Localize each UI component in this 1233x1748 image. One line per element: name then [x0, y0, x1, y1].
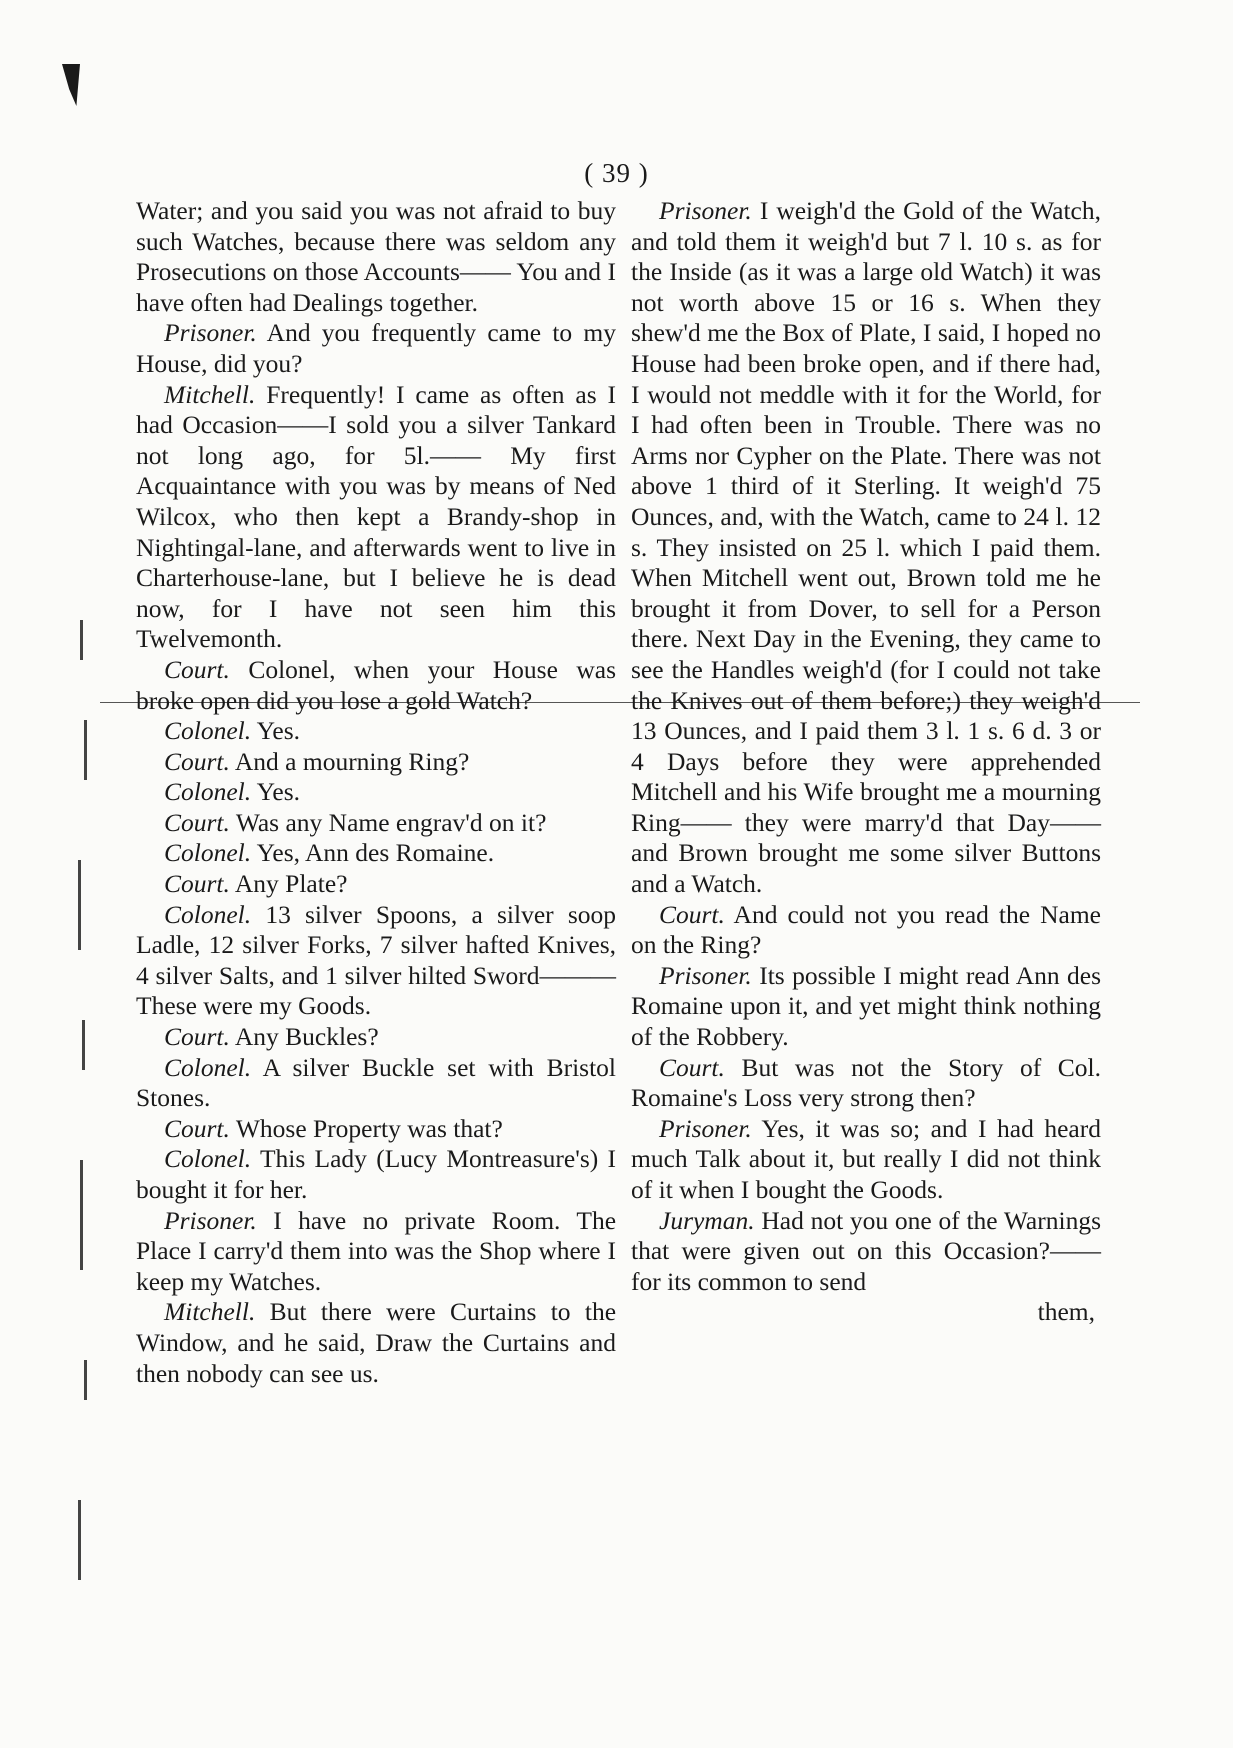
speech-text: And you frequently came to my House, did you?	[136, 318, 617, 378]
speech-text: Any Plate?	[234, 869, 348, 899]
speech-text: Colonel, when your House was broke open did you lose a gold Watch?	[136, 654, 616, 715]
speech-text: But there were Curtains to the Window, and he said, Draw the Curtains and then nobody can see us.	[136, 1297, 617, 1388]
paragraph	[136, 380, 616, 655]
speaker-name: Court.	[164, 869, 230, 899]
speech-text: Yes, Ann des Romaine.	[256, 838, 495, 868]
speech-text: Any Buckles?	[234, 1022, 379, 1052]
speech-text: Its possible I might read Ann des Romaine upon it, and yet might think nothing of the Robbery.	[631, 960, 1101, 1052]
paragraph	[136, 1206, 616, 1298]
speaker-name: Prisoner.	[164, 1205, 257, 1235]
speaker-name: Colonel.	[164, 838, 252, 868]
speech-text: Yes, it was so; and I had heard much Talk about it, but really I did not think of it when I bought the Goods.	[631, 1113, 1101, 1204]
paragraph	[136, 777, 616, 808]
speech-text: 13 silver Spoons, a silver soop Ladle, 12 silver Forks, 7 silver hafted Knives, 4 silver Salts, and 1 silver hilted Sword——— These were my Goods.	[136, 899, 617, 1021]
paragraph	[136, 318, 616, 379]
speech-text: Was any Name engrav'd on it?	[235, 807, 547, 837]
paragraph	[631, 196, 1101, 900]
speech-text: This Lady (Lucy Montreasure's) I bought it for her.	[136, 1144, 616, 1204]
speaker-name: Court.	[659, 1052, 725, 1082]
catchword: them,	[1037, 1297, 1095, 1327]
binding-mark	[62, 64, 80, 106]
paragraph	[136, 747, 616, 778]
speaker-name: Juryman.	[659, 1205, 755, 1235]
paragraph	[136, 655, 616, 716]
edge-marks	[58, 600, 98, 1700]
speech-text: And could not you read the Name on the Ring?	[631, 899, 1101, 960]
paragraph	[631, 900, 1101, 961]
paragraph	[136, 808, 616, 839]
speech-text: But was not the Story of Col. Romaine's Loss very strong then?	[631, 1052, 1101, 1113]
speaker-name: Prisoner.	[659, 1113, 752, 1143]
page-number: ( 39 )	[584, 158, 649, 188]
speech-text: Water; and you said you was not afraid to buy such Watches, because there was seldom any Prosecutions on those Accounts—— You and I have often had Dealings together.	[136, 196, 616, 317]
speaker-name: Colonel.	[164, 899, 252, 929]
speaker-name: Prisoner.	[659, 196, 752, 225]
speech-text: Frequently! I came as often as I had Occasion——I sold you a silver Tankard not long ago, for 5l.—— My first Acquaintance with you was by means of Ned Wilcox, who then kept a Brandy-shop in Nightingal-lane, and afterwards went to live in Charterhouse-lane, but I believe he is dead now, for I have not seen him this Twelvemonth.	[136, 379, 617, 654]
paragraph	[631, 961, 1101, 1053]
speaker-name: Court.	[164, 1113, 230, 1143]
speech-text: And a mourning Ring?	[234, 746, 470, 776]
speech-text: Had not you one of the Warnings that were given out on this Occasion?—— for its common to send	[631, 1205, 1101, 1296]
paragraph	[136, 1053, 616, 1114]
speaker-name: Court.	[164, 654, 230, 684]
paragraph	[631, 1206, 1101, 1298]
paragraph	[136, 1297, 616, 1389]
speech-text: Yes.	[256, 716, 301, 746]
speaker-name: Prisoner.	[164, 318, 257, 348]
paragraph	[136, 1022, 616, 1053]
speaker-name: Court.	[659, 899, 725, 929]
speaker-name: Colonel.	[164, 1144, 252, 1174]
speech-text: Yes.	[256, 777, 301, 807]
speaker-name: Mitchell.	[164, 379, 256, 409]
speaker-name: Colonel.	[164, 716, 252, 746]
speaker-name: Court.	[164, 746, 230, 776]
paragraph	[136, 900, 616, 1022]
paragraph	[631, 1114, 1101, 1206]
speech-text: A silver Buckle set with Bristol Stones.	[136, 1052, 617, 1113]
right-column	[631, 196, 1101, 1328]
paragraph	[136, 196, 616, 318]
speaker-name: Colonel.	[164, 1052, 252, 1082]
speaker-name: Court.	[164, 1022, 230, 1052]
paragraph	[631, 1053, 1101, 1114]
speaker-name: Mitchell.	[164, 1297, 256, 1327]
paragraph	[136, 838, 616, 869]
left-column	[136, 196, 616, 1389]
speaker-name: Court.	[164, 807, 230, 837]
paragraph	[136, 1114, 616, 1145]
speech-text: I weigh'd the Gold of the Watch, and told them it weigh'd but 7 l. 10 s. as for the Inside (as it was a large old Watch) it was not worth above 15 or 16 s. When they shew'd me the Box of Plate, I said, I hoped no House had been broke open, and if there had, I would not meddle with it for the World, for I had often been in Trouble. There was no Arms nor Cypher on the Plate. There was not above 1 third of it Sterling. It weigh'd 75 Ounces, and, with the Watch, came to 24 l. 12 s. They insisted on 25 l. which I paid them. When Mitchell went out, Brown told me he brought it from Dover, to sell for a Person there. Next Day in the Evening, they came to see the Handles weigh'd (for I could not take the Knives out of them before;) they weigh'd 13 Ounces, and I paid them 3 l. 1 s. 6 d. 3 or 4 Days before they were apprehended Mitchell and his Wife brought me a mourning Ring—— they were marry'd that Day—— and Brown brought me some silver Buttons and a Watch.	[631, 196, 1101, 899]
paragraph	[136, 869, 616, 900]
paragraph	[136, 716, 616, 747]
speaker-name: Colonel.	[164, 777, 252, 807]
speech-text: Whose Property was that?	[235, 1113, 503, 1143]
paragraph	[136, 1144, 616, 1205]
speech-text: I have no private Room. The Place I carry'd them into was the Shop where I keep my Watches.	[136, 1205, 617, 1296]
speaker-name: Prisoner.	[659, 960, 752, 990]
